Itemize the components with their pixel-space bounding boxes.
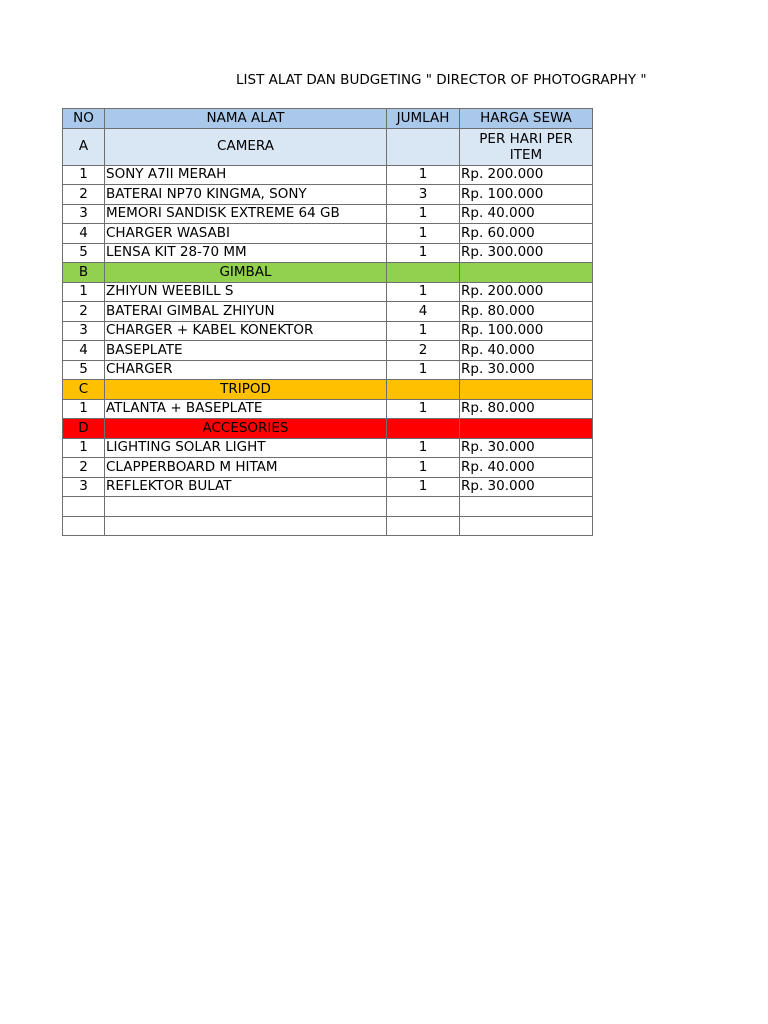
item-no[interactable]: 4 (63, 341, 105, 361)
item-name[interactable]: ZHIYUN WEEBILL S (105, 282, 387, 302)
empty-row (63, 497, 593, 517)
category-no[interactable]: D (63, 419, 105, 439)
table-row (63, 204, 593, 224)
item-qty[interactable]: 1 (387, 224, 460, 244)
item-price[interactable]: Rp. 30.000 (460, 360, 593, 380)
item-qty[interactable]: 4 (387, 302, 460, 322)
item-name[interactable]: BASEPLATE (105, 341, 387, 361)
header-no[interactable]: NO (63, 109, 105, 129)
item-price[interactable]: Rp. 200.000 (460, 165, 593, 185)
category-name[interactable]: ACCESORIES (105, 419, 387, 439)
category-name[interactable]: CAMERA (105, 128, 387, 165)
table-row (63, 477, 593, 497)
table-row (63, 321, 593, 341)
table-row (63, 165, 593, 185)
sheet-title-area (62, 70, 647, 90)
item-no[interactable]: 5 (63, 243, 105, 263)
item-price[interactable]: Rp. 40.000 (460, 204, 593, 224)
price-note[interactable]: PER HARI PER ITEM (460, 128, 593, 165)
category-price[interactable] (460, 419, 593, 439)
header-jumlah[interactable]: JUMLAH (387, 109, 460, 129)
empty-cell[interactable] (63, 497, 105, 517)
table-row (63, 282, 593, 302)
empty-cell[interactable] (105, 497, 387, 517)
item-no[interactable]: 1 (63, 399, 105, 419)
item-name[interactable]: BATERAI GIMBAL ZHIYUN (105, 302, 387, 322)
item-price[interactable]: Rp. 30.000 (460, 477, 593, 497)
category-qty[interactable] (387, 419, 460, 439)
item-price[interactable]: Rp. 60.000 (460, 224, 593, 244)
item-qty[interactable]: 1 (387, 399, 460, 419)
item-name[interactable]: BATERAI NP70 KINGMA, SONY (105, 185, 387, 205)
category-name[interactable]: GIMBAL (105, 263, 387, 283)
item-price[interactable]: Rp. 40.000 (460, 341, 593, 361)
item-qty[interactable]: 1 (387, 282, 460, 302)
empty-cell[interactable] (387, 497, 460, 517)
category-price[interactable] (460, 263, 593, 283)
sheet-title: LIST ALAT DAN BUDGETING " DIRECTOR OF PHOTOGRAPHY " (236, 72, 647, 88)
table-row (63, 302, 593, 322)
category-no[interactable]: A (63, 128, 105, 165)
item-no[interactable]: 3 (63, 321, 105, 341)
category-row-tripod (63, 380, 593, 400)
table-row (63, 360, 593, 380)
item-qty[interactable]: 2 (387, 341, 460, 361)
item-qty[interactable]: 1 (387, 165, 460, 185)
item-price[interactable]: Rp. 200.000 (460, 282, 593, 302)
item-name[interactable]: REFLEKTOR BULAT (105, 477, 387, 497)
table-row (63, 438, 593, 458)
empty-cell[interactable] (460, 516, 593, 536)
item-price[interactable]: Rp. 30.000 (460, 438, 593, 458)
equipment-budget-table (62, 108, 593, 536)
empty-cell[interactable] (460, 497, 593, 517)
item-no[interactable]: 1 (63, 165, 105, 185)
item-name[interactable]: SONY A7II MERAH (105, 165, 387, 185)
item-name[interactable]: CLAPPERBOARD M HITAM (105, 458, 387, 478)
category-qty[interactable] (387, 263, 460, 283)
empty-row (63, 516, 593, 536)
item-name[interactable]: LIGHTING SOLAR LIGHT (105, 438, 387, 458)
header-harga-sewa[interactable]: HARGA SEWA (460, 109, 593, 129)
table-row (63, 341, 593, 361)
empty-cell[interactable] (387, 516, 460, 536)
empty-cell[interactable] (105, 516, 387, 536)
item-no[interactable]: 4 (63, 224, 105, 244)
category-qty[interactable] (387, 380, 460, 400)
header-nama-alat[interactable]: NAMA ALAT (105, 109, 387, 129)
table-row (63, 224, 593, 244)
category-row-accesories (63, 419, 593, 439)
item-no[interactable]: 5 (63, 360, 105, 380)
category-price[interactable] (460, 380, 593, 400)
category-qty[interactable] (387, 128, 460, 165)
item-qty[interactable]: 1 (387, 321, 460, 341)
item-no[interactable]: 3 (63, 477, 105, 497)
item-no[interactable]: 3 (63, 204, 105, 224)
table-row (63, 243, 593, 263)
category-name[interactable]: TRIPOD (105, 380, 387, 400)
item-price[interactable]: Rp. 300.000 (460, 243, 593, 263)
item-name[interactable]: LENSA KIT 28-70 MM (105, 243, 387, 263)
item-price[interactable]: Rp. 80.000 (460, 302, 593, 322)
item-no[interactable]: 2 (63, 302, 105, 322)
item-name[interactable]: CHARGER + KABEL KONEKTOR (105, 321, 387, 341)
table-row (63, 399, 593, 419)
table-row (63, 458, 593, 478)
item-no[interactable]: 2 (63, 185, 105, 205)
item-qty[interactable]: 1 (387, 243, 460, 263)
item-no[interactable]: 2 (63, 458, 105, 478)
item-price[interactable]: Rp. 100.000 (460, 321, 593, 341)
item-qty[interactable]: 1 (387, 458, 460, 478)
item-name[interactable]: MEMORI SANDISK EXTREME 64 GB (105, 204, 387, 224)
item-no[interactable]: 1 (63, 282, 105, 302)
header-row (63, 109, 593, 129)
empty-cell[interactable] (63, 516, 105, 536)
category-row-gimbal (63, 263, 593, 283)
item-price[interactable]: Rp. 100.000 (460, 185, 593, 205)
item-name[interactable]: CHARGER (105, 360, 387, 380)
category-no[interactable]: C (63, 380, 105, 400)
item-qty[interactable]: 1 (387, 477, 460, 497)
item-qty[interactable]: 1 (387, 204, 460, 224)
item-qty[interactable]: 1 (387, 360, 460, 380)
category-no[interactable]: B (63, 263, 105, 283)
item-name[interactable]: CHARGER WASABI (105, 224, 387, 244)
item-qty[interactable]: 1 (387, 438, 460, 458)
table-row (63, 185, 593, 205)
item-name[interactable]: ATLANTA + BASEPLATE (105, 399, 387, 419)
item-no[interactable]: 1 (63, 438, 105, 458)
item-price[interactable]: Rp. 40.000 (460, 458, 593, 478)
item-qty[interactable]: 3 (387, 185, 460, 205)
item-price[interactable]: Rp. 80.000 (460, 399, 593, 419)
category-row-camera (63, 128, 593, 165)
